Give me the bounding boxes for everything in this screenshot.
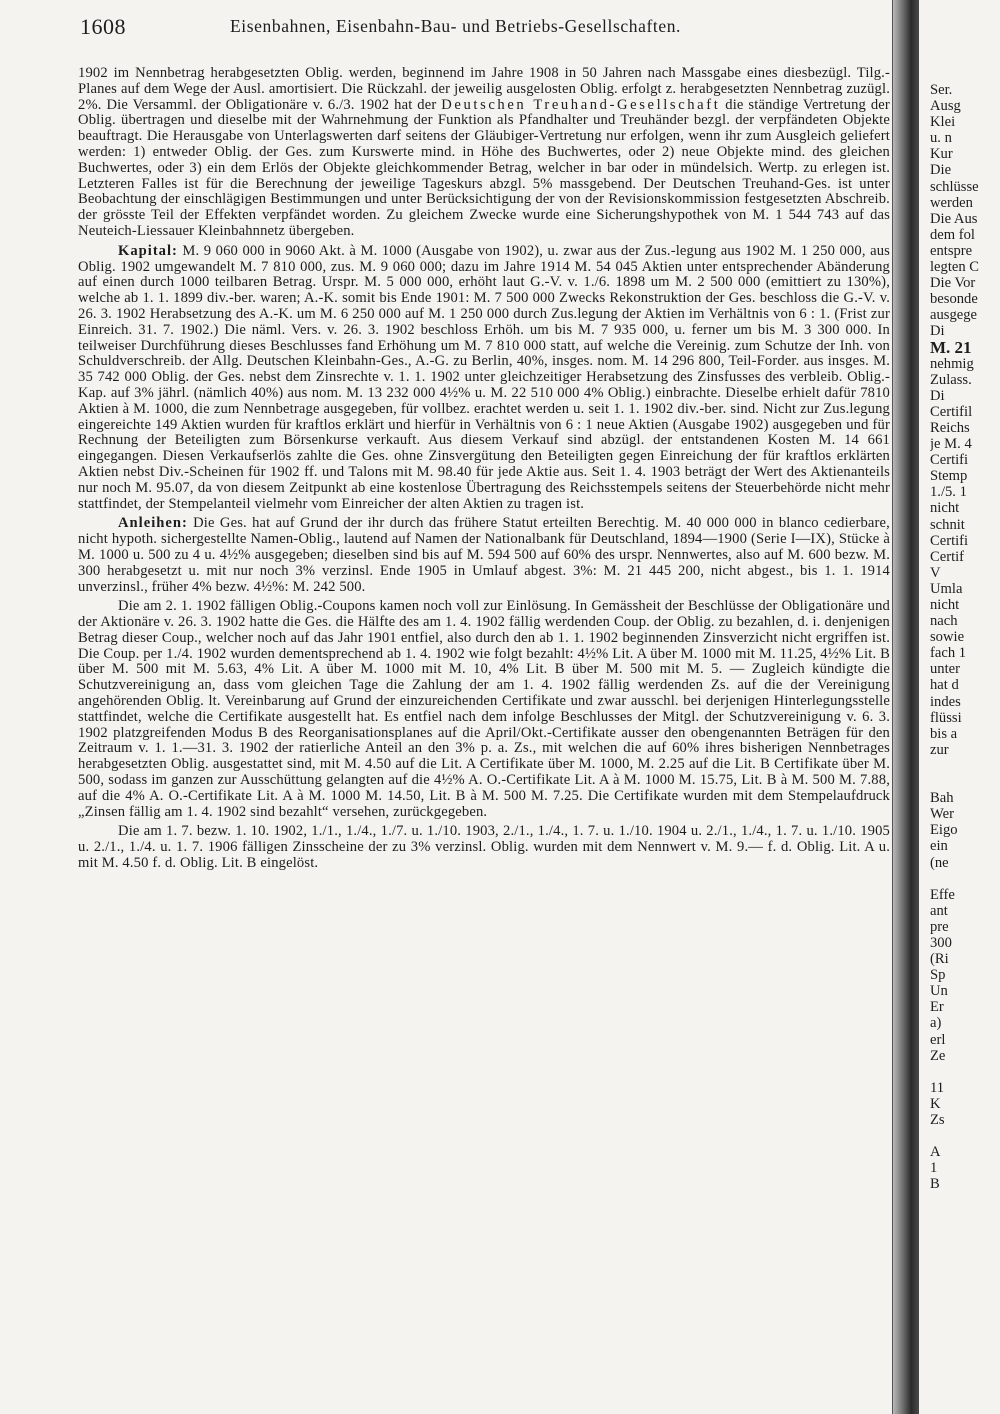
paragraph-obligations [78,66,890,240]
fragment-line: Zulass. [930,371,972,388]
adjacent-page-fragment [930,82,1000,1192]
paragraph-text: Die Ges. hat auf Grund der ihr durch das frühere Statut erteilten Berechtig. M. 40 000 000 in blanco cedierbare, nicht hypoth. sichergestellte Namen-Oblig., lautend auf Namen der Nationalbank für Deutschland, 1894—1900 (Serie I—IX), Stücke à M. 1000 u. 500 zu 4 u. 4½% ausgegeben; dieselben sind bis auf M. 594 500 auf 60% des urspr. Nennwertes, also auf M. 600 bezw. M. 300 herabgesetzt u. mit nur noch 3% verzinsl. Ende 1905 in Umlauf abgest. 3%: M. 21 445 200, nicht abgest., bis 1. 1. 1914 unverzinsl., früher 4% bezw. 4½%: M. 242 500. [78,515,890,595]
paragraph-anleihen [78,516,890,595]
fragment-line [930,871,1000,887]
fragment-line [930,774,1000,790]
paragraph-zinsscheine: Die am 1. 7. bezw. 1. 10. 1902, 1./1., 1./4., 1./7. u. 1./10. 1903, 2./1., 1./4., 1. 7. u. 1./10. 1904 u. 2./1., 1./4., 1. 7. u. 1./10. 1905 u. 2./1., 1./4. u. 1. 7. 1906 fälligen Zinsscheine der zu 3% verzinsl. Oblig. wurden mit dem Nennwert v. M. 9.— f. d. Oblig. Lit. A u. mit M. 4.50 f. d. Oblig. Lit. B eingelöst. [78,823,890,872]
page-header [80,14,890,44]
fragment-line [930,1064,1000,1080]
fragment-line: hat d [930,677,959,694]
fragment-line: Ze [930,1047,946,1064]
fragment-line: a) [930,1015,942,1032]
fragment-line: indes [930,693,961,710]
fragment-line: entspre [930,242,973,259]
fragment-line: schlüsse [930,178,979,195]
fragment-line: Ausg [930,98,961,115]
fragment-line: ausgege [930,307,978,324]
fragment-line: K [930,1095,941,1112]
paragraph-text: 1902 im Nennbetrag herabgesetzten Oblig. werden, beginnend im Jahre 1908 in 50 Jahren nach Massgabe eines diesbezügl. Tilg.-Planes auf dem Wege der Ausl. amortisiert. Die Rückzahl. der jeweilig ausgelosten Oblig. erfolgt z. herabgesetzten Nennbetrag zuzügl. 2%. Die Versamml. der Obligationäre v. 6./3. 1902 hat der [78,65,890,113]
fragment-line: pre [930,918,949,935]
paragraph-kapital [78,244,890,513]
spaced-company-name: Deutschen Treuhand-Gesellschaft [441,96,721,113]
fragment-line: 300 [930,934,952,951]
fragment-line: Zs [930,1112,945,1128]
paragraph-text: M. 9 060 000 in 9060 Akt. à M. 1000 (Ausgabe von 1902), u. zwar aus der Zus.-legung aus 1902 M. 1 250 000, aus Oblig. 1902 umgewandelt M. 7 810 000, zus. M. 9 060 000; dazu im Jahre 1914 M. 54 045 Aktien unter entsprechender Abänderung auf einen durch 1000 teilbaren Betrag. Urspr. M. 5 000 000, erhöht laut G.-V. v. 1./6. 1898 um M. 2 500 000 (emittiert zu 130%), welche ab 1. 1. 1899 div.-ber. waren; A.-K. somit bis Ende 1901: M. 7 500 000 Zwecks Rekonstruktion der Ges. beschloss die G.-V. v. 26. 3. 1902 Herabsetzung des A.-K. um M. 6 250 000 auf M. 1 250 000 durch Zus.legung der Aktien im Verhältnis von 6 : 1. (Frist zur Einreich. 31. 7. 1902.) Die näml. Vers. v. 26. 3. 1902 beschloss Erhöh. um bis M. 7 935 000, u. ferner um bis M. 3 300 000. In teilweiser Durchführung dieses Beschlusses fand Erhöhung um M. 7 810 000 statt, auf welche die Vereinig. zum Schutze der Inh. von Schuldverschreib. der Allg. Deutschen Kleinbahn-Ges., A.-G. zu Berlin, 40%, insges. nom. M. 14 296 800, Teil-Forder. aus insges. M. 35 742 000 Oblig. der Ges. nebst dem Zinsrechte v. 1. 1. 1902 unter gleichzeitiger Herabsetzung des Zinsfusses des verbleib. Oblig.-Kap. auf 3% jährl. (nämlich 40%) aus nom. M. 13 232 000 4½% u. M. 22 510 000 4% Oblig.) einbrachte. Dieselbe erhielt dafür 7810 Aktien à M. 1000, die zum Nennbetrage ausgegeben, für vollbez. erachtet werden u. seit 1. 1. 1902 div.-ber. sind. Nicht zur Zus.legung eingereichte 149 Aktien wurden für kraftlos erklärt und hierfür in Verhältnis von 6 : 1 neue Aktien (Ausgabe 1902) ausgegeben und für Rechnung der Beteiligten zum Börsenkurse verkauft. Aus diesem Verkauf sind abzügl. der entstandenen Kosten M. 14 661 eingegangen. Diesen Verkaufserlös zahlte die Ges. ohne Zinsvergütung den Beteiligten gegen Einreichung der für kraftlos erklärten Aktien nebst Div.-Scheinen für 1902 ff. und Talons mit M. 98.40 für jede Aktie aus. Seit 1. 4. 1903 beträgt der Wert des Aktienanteils nur noch M. 95.07, da von diesem Zeitpunkt ab eine kostenlose Übertragung des Reichsstempels seitens der Steuerbehörde nicht mehr stattfindet, der Stempelanteil vielmehr vom Einreicher der alten Aktien zu tragen ist. [78,242,890,512]
fragment-line: dem fol [930,226,975,243]
section-label-kapital: Kapital: [118,242,178,259]
fragment-line: nicht [930,500,960,517]
fragment-line: Certif [930,548,965,565]
fragment-line: u. n [930,130,952,147]
fragment-line: besonde [930,291,978,308]
fragment-line: Umla [930,580,963,597]
fragment-line: 1./5. 1 [930,484,967,501]
fragment-line: fach 1 [930,645,967,662]
fragment-line: Certifi [930,452,969,469]
fragment-line: Effe [930,886,955,903]
fragment-line: nach [930,613,958,630]
paragraph-text: die ständige Vertretung der Oblig. übertragen und dieselbe mit der Wahrnehmung der Funktion als Pfandhalter und Treuhänder bezgl. der verpfändeten Objekte beauftragt. Die Herausgabe von Unterlagswerten darf seitens der Gläubiger-Vertretung nur erfolgen, wenn ihr zum Ausgleich geliefert werden: 1) entweder Oblig. der Ges. zum Kurswerte mind. in Höhe des Buchwertes, oder 2) neue Objekte mind. des gleichen Buchwertes, oder 3) ein dem Erlös der Objekte gleichkommender Betrag, welcher in bar oder in mündelsich. Wertp. zu erlegen ist. Letzteren Falles ist für die Berechnung der jeweilige Tageskurs abzgl. 5% massgebend. Der Deutschen Treuhand-Ges. ist unter Beobachtung der einschlägigen Bestimmungen und unter Berücksichtigung der von der Revisionskommission festgesetzten Abschreib. der grösste Teil der Effekten verpfändet worden. Zu gleichem Zwecke wurde eine Sicherungshypothek von M. 1 544 743 auf das Neuteich-Liessauer Kleinbahnnetz übergeben. [78,96,890,239]
fragment-line [930,1128,1000,1144]
fragment-line: A [930,1144,941,1161]
fragment-line: flüssi [930,709,962,726]
fragment-line: Stemp [930,468,968,485]
fragment-line: Bah [930,790,954,807]
fragment-line: Er [930,999,944,1016]
fragment-line: nicht [930,597,960,613]
fragment-line: ein [930,838,948,855]
fragment-line: Eigo [930,822,958,839]
fragment-line: 1 [930,1160,938,1177]
fragment-line: nehmig [930,355,974,372]
fragment-line: Certifil [930,403,973,420]
fragment-line: Wer [930,806,954,823]
fragment-line: unter [930,661,960,678]
fragment-line: zur [930,741,949,758]
fragment-line: Di [930,387,945,404]
fragment-line: Die Vor [930,275,976,292]
running-title: Eisenbahnen, Eisenbahn-Bau- und Betriebs-Gesellschaften. [230,16,682,36]
fragment-line: Kur [930,146,953,163]
paragraph-coupons: Die am 2. 1. 1902 fälligen Oblig.-Coupons kamen noch voll zur Einlösung. In Gemässheit der Beschlüsse der Obligationäre und der Aktionäre v. 26. 3. 1902 hatte die Ges. die Hälfte des am 1. 4. 1902 fällig werdenden Coup. der Oblig. zu bezahlen, d. i. denjenigen Betrag dieser Coup., welcher noch auf das Jahr 1901 entfiel, also durch den ab 1. 1. 1902 beginnenden Zinsverzicht nicht ergriffen ist. Die Coup. per 1./4. 1902 wurden dementsprechend ab 1. 4. 1902 wie folgt bezahlt: 4½% Lit. A über M. 1000 mit M. 11.25, 4½% Lit. B über M. 500 mit M. 5.63, 4% Lit. A über M. 1000 mit M. 10, 4% Lit. B über M. 500 mit M. 5. — Zugleich kündigte die Schutzvereinigung an, dass vom gleichen Tage die Zahlung der am 1. 4. 1902 fällig werdenden Zs. auf die der Vereinigung angehörenden Oblig. lt. Vereinbarung auf Grund der einzureichenden Certifikate und zwar ausschl. bei derjenigen Hinterlegungsstelle stattfindet, welche die Certifikate ausgestellt hat. Es entfiel nach dem infolge Beschlusses der Mitgl. der Schutzvereinigung v. 6. 3. 1902 platzgreifenden Modus B des Reorganisationsplanes auf die April/Okt.-Certifikate ausser den obengenannten Beträgen für den Zeitraum v. 1. 1.—31. 3. 1902 der ratierliche Anteil an den 3% p. a. Zs., mit welchen die auf 60% ihres bisherigen Nennbetrages herabgesetzten Oblig. ausgestattet sind, mit M. 4.50 auf die Lit. A Certifikate über M. 1000, M. 2.25 auf die Lit. B Certifikate über M. 500, sodass im ganzen zur Ausschüttung gelangten auf die 4½% A. O.-Certifikate Lit. A à M. 1000 M. 15.75, Lit. B à M. 500 M. 7.88, auf die 4% A. O.-Certifikate Lit. A à M. 1000 M. 14.50, Lit. B à M. 500 M. 7.25. Die Certifikate wurden mit dem Stempelaufdruck „Zinsen fällig am 1. 4. 1902 sind bezahlt“ versehen, zurückgegeben. [78,598,890,820]
fragment-line: Reichs [930,419,970,436]
fragment-line: V [930,564,941,581]
fragment-line: Un [930,983,948,1000]
fragment-line: Die Aus [930,210,978,227]
fragment-line: Certifi [930,532,969,549]
fragment-line: werden [930,194,973,211]
fragment-line: Die [930,162,952,179]
fragment-line: (ne [930,854,949,871]
fragment-line: Ser. [930,82,953,98]
fragment-line: (Ri [930,951,949,968]
page-number: 1608 [80,14,126,39]
fragment-line: Sp [930,967,946,984]
fragment-line: schnit [930,516,965,533]
section-label-anleihen: Anleihen: [118,515,188,532]
main-column [78,66,890,876]
fragment-line: 11 [930,1079,945,1096]
fragment-line: je M. 4 [930,436,972,453]
fragment-line: ant [930,902,948,919]
fragment-line: sowie [930,629,965,646]
fragment-line: bis a [930,725,958,742]
page-gutter [893,0,919,1414]
fragment-line: B [930,1176,940,1193]
fragment-line: Klei [930,114,956,131]
fragment-line [930,758,1000,774]
fragment-line: M. 21 [930,337,972,357]
fragment-line: legten C [930,259,980,276]
fragment-line: Di [930,323,945,340]
fragment-line: erl [930,1031,946,1048]
